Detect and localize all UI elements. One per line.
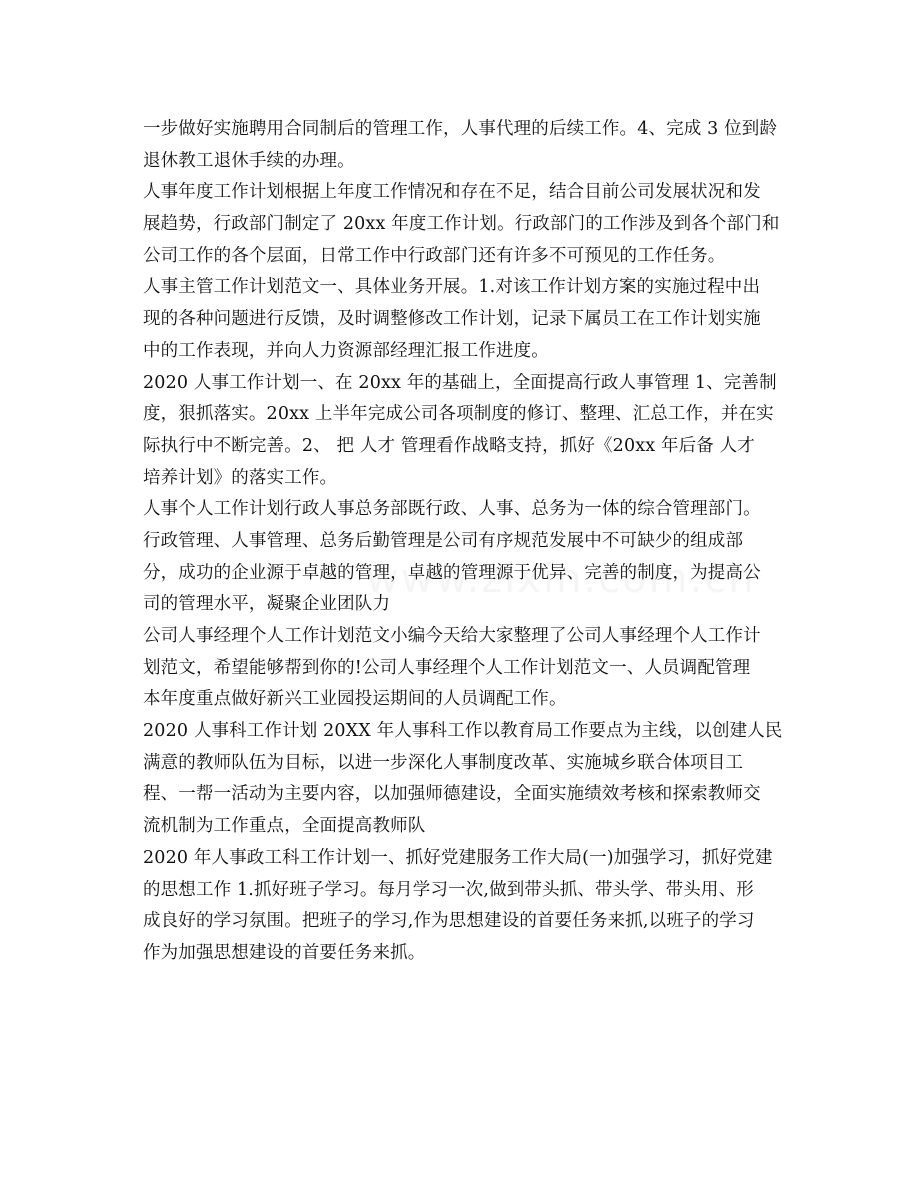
text-line: 公司人事经理个人工作计划范文小编今天给大家整理了公司人事经理个人工作计 bbox=[143, 626, 761, 646]
text-line: 退休教工退休手续的办理。 bbox=[143, 150, 355, 171]
text-line: 际执行中不断完善。2、 把 人才 管理看作战略支持，抓好《20xx 年后备 人才 bbox=[143, 435, 755, 456]
text-line: 人事主管工作计划范文一、具体业务开展。1.对该工作计划方案的实施过程中出 bbox=[143, 277, 761, 298]
text-line: 2020 人事工作计划一、在 20xx 年的基础上，全面提高行政人事管理 1、完善制 bbox=[143, 372, 777, 393]
text-line: 的思想工作 1.抓好班子学习。每月学习一次,做到带头抓、带头学、带头用、形 bbox=[143, 879, 754, 900]
text-line: 程、一帮一活动为主要内容，以加强师德建设，全面实施绩效考核和探索教师交 bbox=[143, 784, 761, 805]
text-line: 一步做好实施聘用合同制后的管理工作，人事代理的后续工作。4、完成 3 位到龄 bbox=[143, 119, 778, 139]
paragraph bbox=[143, 621, 773, 716]
text-line: 满意的教师队伍为目标，以进一步深化人事制度改革、实施城乡联合体项目工 bbox=[143, 752, 744, 773]
text-line: 成良好的学习氛围。把班子的学习,作为思想建设的首要任务来抓,以班子的学习 bbox=[143, 911, 755, 932]
paragraph bbox=[143, 716, 783, 843]
paragraph bbox=[143, 114, 778, 177]
text-line: 本年度重点做好新兴工业园投运期间的人员调配工作。 bbox=[143, 689, 567, 710]
document-body bbox=[143, 114, 783, 970]
paragraph bbox=[143, 843, 773, 970]
text-line: 现的各种问题进行反馈，及时调整修改工作计划，记录下属员工在工作计划实施 bbox=[143, 309, 761, 330]
text-line: 2020 人事科工作计划 20XX 年人事科工作以教育局工作要点为主线，以创建人民 bbox=[143, 721, 783, 742]
paragraph bbox=[143, 272, 773, 367]
text-line: 度，狠抓落实。20xx 上半年完成公司各项制度的修订、整理、汇总工作，并在实 bbox=[143, 404, 774, 425]
text-line: 培养计划》的落实工作。 bbox=[143, 467, 338, 488]
text-line: 人事年度工作计划根据上年度工作情况和存在不足，结合目前公司发展状况和发 bbox=[143, 182, 761, 203]
text-line: 2020 年人事政工科工作计划一、抓好党建服务工作大局(一)加强学习，抓好党建 bbox=[143, 847, 773, 868]
text-line: 司的管理水平，凝聚企业团队力 bbox=[143, 594, 391, 615]
text-line: 流机制为工作重点，全面提高教师队 bbox=[143, 816, 426, 837]
paragraph bbox=[143, 177, 780, 272]
text-line: 中的工作表现，并向人力资源部经理汇报工作进度。 bbox=[143, 340, 549, 361]
text-line: 展趋势，行政部门制定了 20xx 年度工作计划。行政部门的工作涉及到各个部门和 bbox=[143, 214, 780, 235]
paragraph bbox=[143, 494, 773, 621]
paragraph bbox=[143, 368, 777, 495]
text-line: 作为加强思想建设的首要任务来抓。 bbox=[143, 942, 426, 963]
text-line: 公司工作的各个层面，日常工作中行政部门还有许多不可预见的工作任务。 bbox=[143, 245, 726, 266]
text-line: 行政管理、人事管理、总务后勤管理是公司有序规范发展中不可缺少的组成部 bbox=[143, 530, 744, 551]
text-line: 人事个人工作计划行政人事总务部既行政、人事、总务为一体的综合管理部门。 bbox=[143, 499, 761, 520]
text-line: 分，成功的企业源于卓越的管理，卓越的管理源于优异、完善的制度，为提高公 bbox=[143, 562, 761, 583]
text-line: 划范文，希望能够帮到你的!公司人事经理个人工作计划范文一、人员调配管理 bbox=[143, 657, 751, 678]
